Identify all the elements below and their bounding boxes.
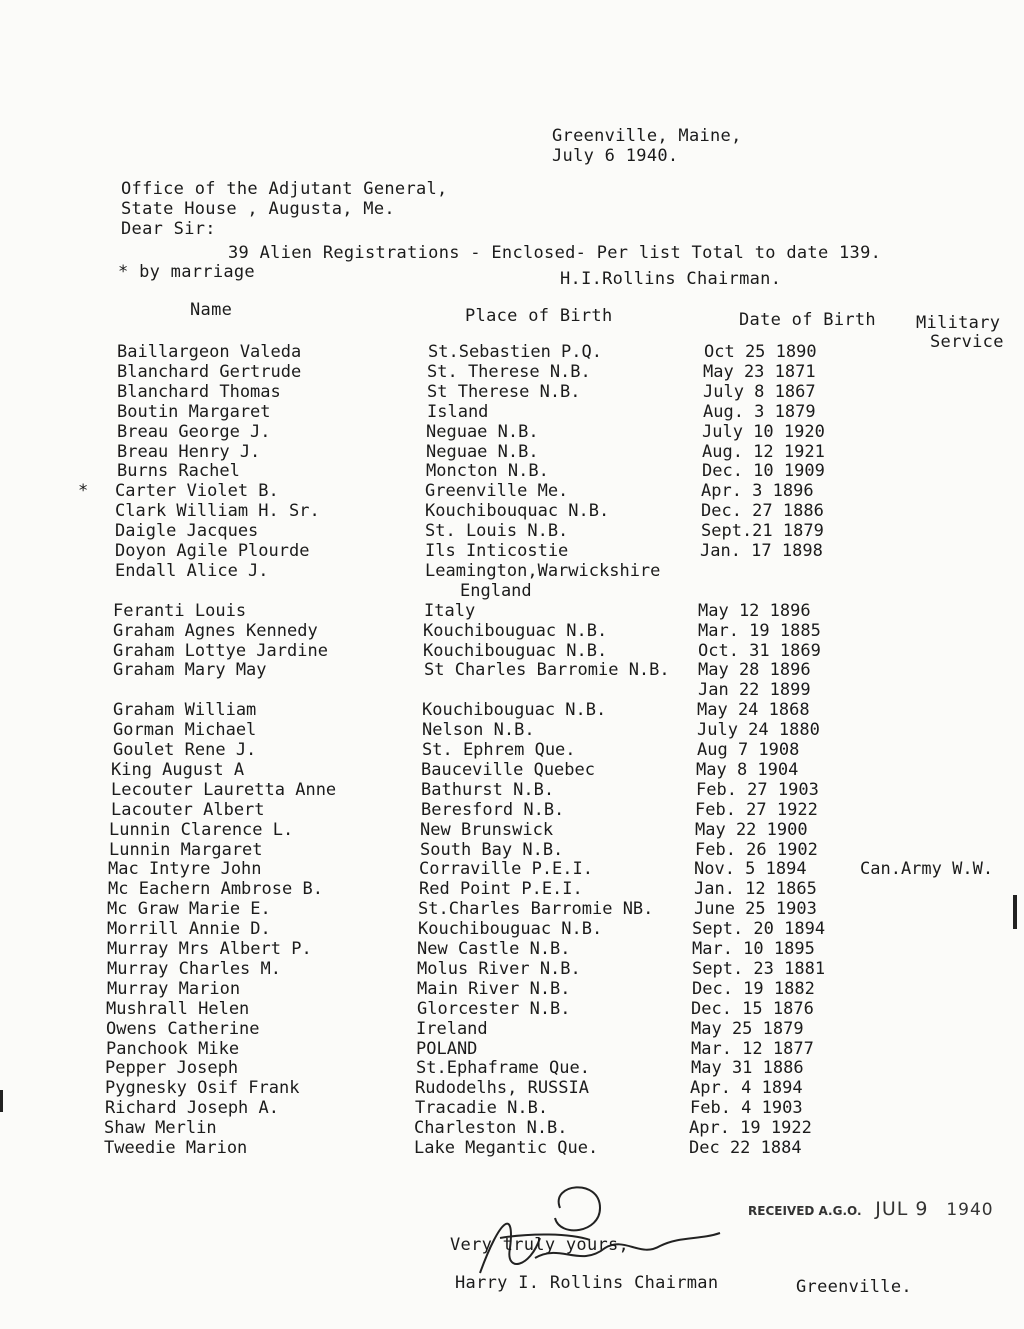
registration-summary: 39 Alien Registrations - Enclosed- Per list Total to date 139. [228, 243, 882, 263]
cell-name: Doyon Agile Plourde [115, 541, 310, 561]
cell-date-of-birth: Aug. 12 1921 [702, 441, 825, 462]
table-row [0, 760, 1024, 780]
cell-date-of-birth: May 25 1879 [691, 1018, 804, 1039]
cell-place-of-birth: Neguae N.B. [426, 421, 539, 442]
cell-date-of-birth: May 23 1871 [703, 361, 816, 382]
table-row [0, 422, 1024, 442]
table-row [0, 382, 1024, 402]
cell-name: Murray Mrs Albert P. [107, 939, 312, 959]
signer: Harry I. Rollins Chairman [455, 1273, 719, 1293]
table-row [0, 859, 1024, 879]
cell-date-of-birth: Dec. 27 1886 [701, 501, 824, 522]
cell-name: Clark William H. Sr. [115, 501, 320, 522]
cell-name: Daigle Jacques [115, 521, 259, 542]
cell-name: Goulet Rene J. [113, 740, 257, 760]
cell-place-of-birth: St.Charles Barromie NB. [418, 899, 654, 920]
cell-name: Mc Eachern Ambrose B. [108, 879, 323, 900]
cell-date-of-birth: Oct 25 1890 [704, 342, 817, 362]
header-date: Date of Birth [739, 310, 876, 330]
cell-date-of-birth: May 24 1868 [697, 700, 810, 721]
cell-place-of-birth: England [460, 580, 532, 601]
cell-place-of-birth: Ireland [416, 1018, 488, 1039]
cell-place-of-birth: Corraville P.E.I. [419, 859, 593, 880]
cell-date-of-birth: July 10 1920 [702, 421, 825, 442]
table-row [0, 601, 1024, 621]
cell-name: Lacouter Albert [111, 799, 265, 820]
table-row [0, 720, 1024, 740]
cell-place-of-birth: Island [427, 401, 489, 422]
cell-date-of-birth: May 8 1904 [696, 759, 799, 780]
table-row [0, 1039, 1024, 1059]
table-row [0, 481, 1024, 501]
cell-place-of-birth: Kouchibouquac N.B. [425, 501, 610, 522]
stamp-received: RECEIVED A.G.O. [748, 1204, 862, 1218]
cell-place-of-birth: Kouchibouguac N.B. [418, 919, 603, 940]
table-row [0, 1078, 1024, 1098]
cell-date-of-birth: Feb. 4 1903 [690, 1098, 803, 1119]
recipient-line-1: Office of the Adjutant General, [121, 179, 448, 199]
cell-name: Breau Henry J. [117, 441, 261, 462]
cell-name: Blanchard Thomas [117, 381, 281, 402]
cell-date-of-birth: June 25 1903 [694, 899, 817, 920]
cell-place-of-birth: Molus River N.B. [417, 958, 581, 979]
cell-date-of-birth: May 22 1900 [695, 819, 808, 840]
cell-name: Burns Rachel [117, 461, 240, 482]
cell-place-of-birth: Beresford N.B. [421, 799, 565, 820]
cell-date-of-birth: May 28 1896 [698, 660, 811, 681]
cell-place-of-birth: Main River N.B. [417, 978, 571, 999]
cell-place-of-birth: St Therese N.B. [427, 381, 581, 402]
table-row [0, 680, 1024, 700]
cell-military-service: Can.Army W.W. [860, 859, 994, 880]
cell-place-of-birth: POLAND [416, 1038, 478, 1059]
table-row [0, 899, 1024, 919]
cell-date-of-birth: July 8 1867 [703, 381, 816, 402]
cell-place-of-birth: Red Point P.E.I. [419, 879, 583, 900]
cell-place-of-birth: South Bay N.B. [420, 839, 564, 860]
cell-name: Mushrall Helen [106, 998, 250, 1019]
table-row [0, 780, 1024, 800]
cell-name: Boutin Margaret [117, 401, 271, 422]
cell-name: Shaw Merlin [104, 1118, 217, 1139]
cell-name: Tweedie Marion [104, 1138, 248, 1158]
cell-name: Graham Agnes Kennedy [113, 620, 318, 641]
cell-place-of-birth: Bauceville Quebec [421, 759, 595, 780]
table-row [0, 919, 1024, 939]
table-row [0, 1118, 1024, 1138]
table-row [0, 800, 1024, 820]
cell-place-of-birth: St. Ephrem Que. [422, 740, 576, 760]
table-row [0, 840, 1024, 860]
cell-place-of-birth: Kouchibouguac N.B. [423, 640, 608, 661]
cell-date-of-birth: May 31 1886 [691, 1058, 804, 1079]
table-row [0, 541, 1024, 561]
cell-name: Graham Lottye Jardine [113, 640, 328, 661]
table-row [0, 879, 1024, 899]
cell-name: Lunnin Margaret [109, 839, 263, 860]
cell-date-of-birth: Dec. 10 1909 [702, 461, 825, 482]
cell-place-of-birth: New Brunswick [420, 819, 554, 840]
cell-place-of-birth: St Charles Barromie N.B. [424, 660, 670, 681]
letter-place: Greenville, Maine, [552, 126, 742, 146]
table-row [0, 501, 1024, 521]
scan-mark [0, 1090, 3, 1112]
cell-place-of-birth: Nelson N.B. [422, 720, 535, 741]
cell-date-of-birth: Jan. 12 1865 [694, 879, 817, 900]
cell-date-of-birth: Apr. 3 1896 [701, 481, 814, 502]
table-row [0, 442, 1024, 462]
received-stamp [748, 1198, 994, 1220]
salutation: Dear Sir: [121, 219, 216, 239]
cell-date-of-birth: Dec 22 1884 [689, 1138, 802, 1158]
cell-date-of-birth: Mar. 19 1885 [698, 620, 821, 641]
header-military-2: Service [930, 332, 1004, 352]
header-military: Military [916, 313, 1001, 333]
table-row [0, 820, 1024, 840]
table-row [0, 660, 1024, 680]
table-row [0, 939, 1024, 959]
cell-place-of-birth: Italy [424, 600, 476, 621]
cell-date-of-birth: Sept.21 1879 [701, 521, 824, 542]
table-row [0, 740, 1024, 760]
cell-name: Panchook Mike [106, 1038, 240, 1059]
cell-name: Carter Violet B. [115, 481, 279, 502]
cell-name: Breau George J. [117, 421, 271, 442]
cell-name: Feranti Louis [113, 600, 247, 621]
table-row [0, 621, 1024, 641]
letter-date: July 6 1940. [552, 146, 679, 166]
cell-place-of-birth: Kouchibouguac N.B. [423, 620, 608, 641]
cell-name: Graham William [113, 700, 257, 721]
cell-place-of-birth: Ils Inticostie [425, 541, 569, 561]
chairman-line: H.I.Rollins Chairman. [560, 269, 782, 289]
signer-town: Greenville. [796, 1277, 912, 1297]
cell-name: Graham Mary May [113, 660, 267, 681]
header-name: Name [190, 300, 233, 320]
cell-place-of-birth: St.Sebastien P.Q. [428, 342, 602, 362]
table-row [0, 979, 1024, 999]
cell-date-of-birth: Feb. 27 1922 [695, 799, 818, 820]
cell-place-of-birth: Lake Megantic Que. [414, 1138, 599, 1158]
table-row [0, 561, 1024, 581]
cell-name: King August A [111, 759, 245, 780]
table-row [0, 1098, 1024, 1118]
cell-name: Baillargeon Valeda [117, 342, 302, 362]
cell-date-of-birth: Oct. 31 1869 [698, 640, 821, 661]
cell-date-of-birth: Feb. 26 1902 [695, 839, 818, 860]
cell-place-of-birth: Greenville Me. [425, 481, 569, 502]
signature-graphic [440, 1178, 740, 1288]
table-row [0, 342, 1024, 362]
table-row [0, 461, 1024, 481]
cell-name: Blanchard Gertrude [117, 361, 302, 382]
header-place: Place of Birth [465, 306, 613, 326]
cell-place-of-birth: Glorcester N.B. [417, 998, 571, 1019]
cell-name: Pepper Joseph [105, 1058, 239, 1079]
cell-date-of-birth: Mar. 10 1895 [692, 939, 815, 959]
recipient-line-2: State House , Augusta, Me. [121, 199, 395, 219]
cell-date-of-birth: Jan 22 1899 [698, 680, 811, 701]
table-row [0, 581, 1024, 601]
cell-place-of-birth: New Castle N.B. [417, 939, 571, 959]
cell-place-of-birth: Rudodelhs, RUSSIA [415, 1078, 589, 1099]
cell-date-of-birth: Feb. 27 1903 [696, 779, 819, 800]
cell-name: Murray Charles M. [107, 958, 281, 979]
scan-mark [1013, 895, 1017, 929]
cell-date-of-birth: Dec. 15 1876 [691, 998, 814, 1019]
table-row [0, 999, 1024, 1019]
table-row [0, 1138, 1024, 1158]
cell-place-of-birth: Tracadie N.B. [415, 1098, 549, 1119]
cell-date-of-birth: Nov. 5 1894 [694, 859, 807, 880]
table-row [0, 700, 1024, 720]
cell-name: Owens Catherine [106, 1018, 260, 1039]
cell-place-of-birth: St. Louis N.B. [425, 521, 569, 542]
cell-name: Endall Alice J. [115, 560, 269, 581]
cell-date-of-birth: Sept. 20 1894 [692, 919, 826, 940]
cell-name: Lecouter Lauretta Anne [111, 779, 337, 800]
cell-name: Gorman Michael [113, 720, 257, 741]
cell-place-of-birth: Neguae N.B. [426, 441, 539, 462]
cell-place-of-birth: Kouchibouguac N.B. [422, 700, 607, 721]
table-row [0, 362, 1024, 382]
cell-name: Lunnin Clarence L. [109, 819, 294, 840]
cell-place-of-birth: Bathurst N.B. [421, 779, 555, 800]
cell-place-of-birth: Charleston N.B. [414, 1118, 568, 1139]
cell-date-of-birth: Dec. 19 1882 [692, 978, 815, 999]
cell-date-of-birth: July 24 1880 [697, 720, 820, 741]
cell-date-of-birth: May 12 1896 [698, 600, 811, 621]
cell-date-of-birth: Apr. 4 1894 [690, 1078, 803, 1099]
cell-place-of-birth: St. Therese N.B. [427, 361, 591, 382]
marriage-marker: * [78, 481, 89, 502]
cell-date-of-birth: Mar. 12 1877 [691, 1038, 814, 1059]
cell-place-of-birth: St.Ephaframe Que. [416, 1058, 590, 1079]
cell-name: Mc Graw Marie E. [107, 899, 271, 920]
cell-name: Mac Intyre John [108, 859, 262, 880]
cell-date-of-birth: Apr. 19 1922 [689, 1118, 812, 1139]
cell-place-of-birth: Leamington,Warwickshire [425, 560, 661, 581]
cell-name: Pygnesky Osif Frank [105, 1078, 300, 1099]
marriage-note: * by marriage [118, 262, 255, 282]
cell-date-of-birth: Aug 7 1908 [697, 740, 800, 760]
cell-date-of-birth: Jan. 17 1898 [700, 541, 823, 561]
table-row [0, 1058, 1024, 1078]
table-row [0, 1019, 1024, 1039]
cell-date-of-birth: Sept. 23 1881 [692, 958, 826, 979]
table-row [0, 521, 1024, 541]
valediction: Very truly yours, [450, 1235, 630, 1255]
table-row [0, 959, 1024, 979]
cell-date-of-birth: Aug. 3 1879 [703, 401, 816, 422]
cell-place-of-birth: Moncton N.B. [426, 461, 549, 482]
cell-name: Morrill Annie D. [107, 919, 271, 940]
cell-name: Murray Marion [107, 978, 241, 999]
cell-name: Richard Joseph A. [105, 1098, 279, 1119]
table-row [0, 641, 1024, 661]
table-row [0, 402, 1024, 422]
stamp-year: 1940 [946, 1200, 994, 1220]
stamp-date: JUL 9 [875, 1198, 929, 1220]
